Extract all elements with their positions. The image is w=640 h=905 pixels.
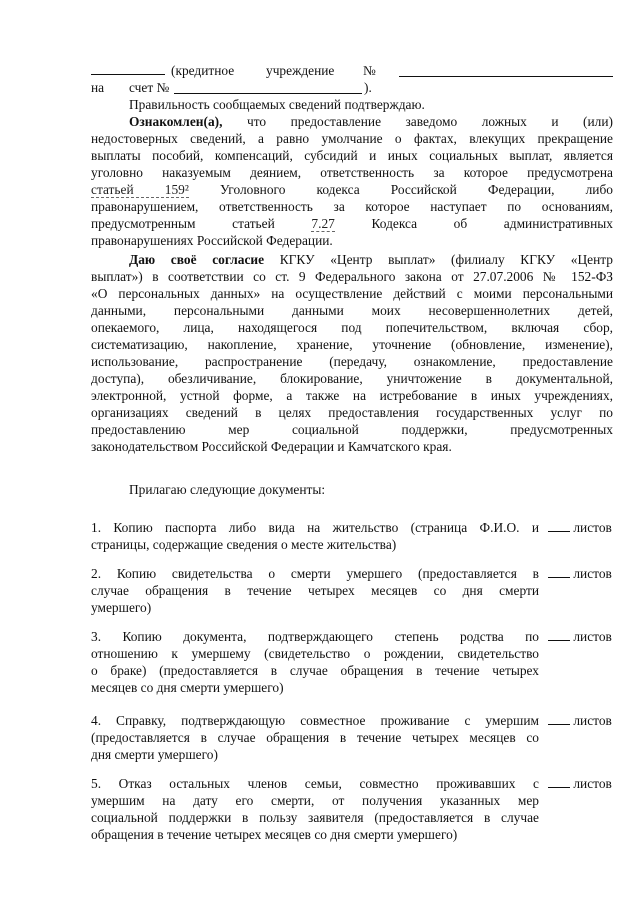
sheets-count-blank[interactable]	[548, 565, 570, 578]
document-line: социальной поддержки в пользу заявителя (предоставляется в случае	[91, 810, 539, 825]
consent-line-5: опекаемого, лица, находящегося под попечительством, включая сбор,	[91, 320, 613, 335]
bank-name-blank[interactable]	[91, 62, 165, 75]
document-line: (предоставляется в случае обращения в течение четырех месяцев со	[91, 730, 539, 745]
consent-line-8: доступа), обезличивание, блокирование, уничтожение в документальной,	[91, 371, 613, 386]
document-line: дня смерти умершего)	[91, 747, 218, 762]
acquainted-line-8: правонарушениях Российской Федерации.	[91, 233, 333, 248]
sheets-count-4	[548, 712, 618, 729]
bank-number-blank[interactable]	[399, 64, 613, 77]
document-item-2	[91, 565, 539, 616]
acquainted-line-6: правонарушением, ответственность за которое наступает по основаниям,	[91, 199, 613, 214]
account-label-1: на	[91, 80, 105, 95]
document-item-4	[91, 712, 539, 763]
document-line: страницы, содержащие сведения о месте жительства)	[91, 537, 397, 552]
criminal-code-link[interactable]: статьей 159²	[91, 182, 189, 197]
sheets-count-blank[interactable]	[548, 712, 570, 725]
bank-label-3: №	[363, 63, 376, 78]
document-line: 2. Копию свидетельства о смерти умершего (предоставляется в	[91, 566, 539, 581]
consent-line-2: выплат») в соответствии со ст. 9 Федерального закона от 27.07.2006 № 152-ФЗ	[91, 269, 613, 284]
document-line: обращения в течение четырех месяцев со дня смерти умершего)	[91, 827, 458, 842]
account-number-blank[interactable]	[174, 81, 362, 94]
account-line	[91, 79, 613, 96]
consent-line-4: данными, персональными данными моих несовершеннолетних детей,	[91, 303, 613, 318]
consent-line-9: электронной, устной форме, а также на истребование в иных учреждениях,	[91, 388, 613, 403]
acquainted-line-7	[91, 215, 613, 232]
consent-text: КГКУ «Центр выплат» (филиалу КГКУ «Центр	[279, 252, 613, 267]
acquainted-line-3: выплаты пособий, компенсаций, субсидий и иных социальных выплат, является	[91, 148, 613, 163]
acquainted-line-5	[91, 181, 613, 198]
acquainted-text: Уголовного кодекса Российской Федерации, либо	[220, 182, 613, 197]
document-line: 5. Отказ остальных членов семьи, совместно проживавших с	[91, 776, 539, 791]
document-line: 3. Копию документа, подтверждающего степень родства по	[91, 629, 539, 644]
document-line: умершим на дату его смерти, от получения указанных мер	[91, 793, 539, 808]
consent-line-12: законодательством Российской Федерации и Камчатского края.	[91, 439, 452, 454]
bank-line	[91, 62, 613, 79]
acquainted-text: предусмотренным статьей	[91, 216, 275, 231]
sheets-label: листов	[573, 520, 612, 535]
sheets-count-3	[548, 628, 618, 645]
document-line: случае обращения в течение четырех месяцев со дня смерти	[91, 583, 539, 598]
sheets-count-2	[548, 565, 618, 582]
sheets-count-blank[interactable]	[548, 775, 570, 788]
consent-line-10: организациях сведений в целях предоставления государственных услуг по	[91, 405, 613, 420]
account-label-3: ).	[364, 80, 372, 95]
consent-line-11: предоставлению мер социальной поддержки, предусмотренных	[91, 422, 613, 437]
acquainted-bold: Ознакомлен(а),	[129, 114, 223, 129]
sheets-label: листов	[573, 566, 612, 581]
consent-line-6: систематизацию, накопление, хранение, уточнение (обновление, изменение),	[91, 337, 613, 352]
consent-line-3: «О персональных данных» на осуществление действий с моими персональными	[91, 286, 613, 301]
document-item-3	[91, 628, 539, 696]
bank-label-2: учреждение	[266, 63, 335, 78]
acquainted-line-1	[91, 113, 613, 130]
document-line: 1. Копию паспорта либо вида на жительство (страница Ф.И.О. и	[91, 520, 539, 535]
sheets-count-1	[548, 519, 618, 536]
consent-line-7: использование, распространение (передачу, ознакомление, предоставление	[91, 354, 613, 369]
sheets-label: листов	[573, 776, 612, 791]
sheets-count-5	[548, 775, 618, 792]
consent-bold: Даю своё согласие	[129, 252, 265, 267]
document-line: умершего)	[91, 600, 152, 615]
document-line: о браке) (предоставляется в случае обращения в течение четырех	[91, 663, 539, 678]
document-item-5	[91, 775, 539, 843]
sheets-label: листов	[573, 629, 612, 644]
acquainted-text: Кодекса об административных	[371, 216, 613, 231]
document-line: месяцев со дня смерти умершего)	[91, 680, 284, 695]
sheets-count-blank[interactable]	[548, 628, 570, 641]
document-line: 4. Справку, подтверждающую совместное проживание с умершим	[91, 713, 539, 728]
acquainted-text: что предоставление заведомо ложных и (или)	[246, 114, 613, 129]
acquainted-line-2: недостоверных сведений, а равно умолчание о фактах, влекущих прекращение	[91, 131, 613, 146]
attachments-heading: Прилагаю следующие документы:	[129, 482, 326, 497]
sheets-label: листов	[573, 713, 612, 728]
document-line: отношению к умершему (свидетельство о рождении, свидетельство	[91, 646, 539, 661]
bank-label-1: (кредитное	[171, 63, 235, 78]
consent-line-1	[91, 251, 613, 268]
sheets-count-blank[interactable]	[548, 519, 570, 532]
acquainted-line-4: уголовно наказуемым деянием, ответственность за которое предусмотрена	[91, 165, 613, 180]
document-item-1	[91, 519, 539, 553]
confirm-statement: Правильность сообщаемых сведений подтверждаю.	[129, 97, 425, 112]
admin-code-link[interactable]: 7.27	[311, 216, 335, 231]
account-label-2: счет №	[129, 80, 170, 95]
